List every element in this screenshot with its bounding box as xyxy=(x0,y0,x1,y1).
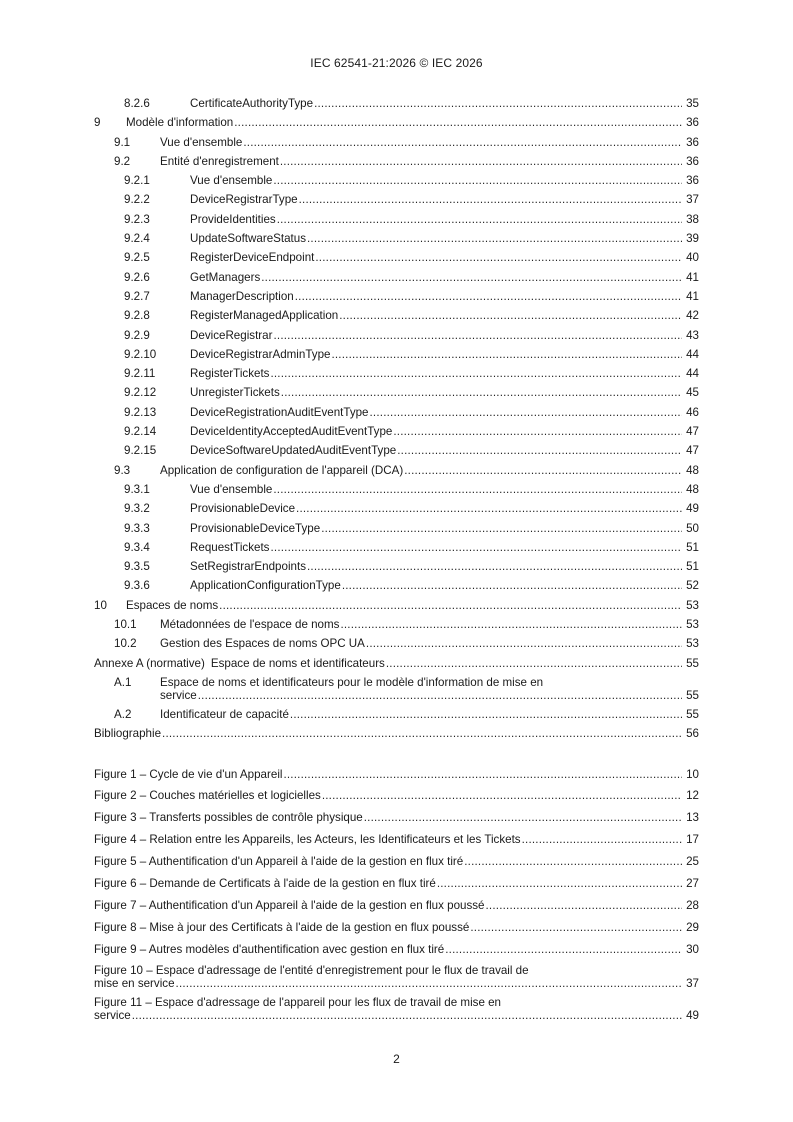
toc-page: 56 xyxy=(686,727,699,741)
toc-page: 47 xyxy=(686,425,699,439)
toc-title: CertificateAuthorityType xyxy=(190,97,314,110)
leader-dots xyxy=(393,422,682,441)
toc-number: A.1 xyxy=(114,675,132,689)
toc-page: 48 xyxy=(686,482,699,496)
figure-entry[interactable] xyxy=(94,785,699,807)
figure-entry[interactable] xyxy=(94,807,699,829)
toc-page: 51 xyxy=(686,540,699,554)
figure-title-continued: service xyxy=(94,1008,131,1022)
leader-dots xyxy=(280,152,682,171)
leader-dots xyxy=(283,764,682,786)
figure-entry[interactable] xyxy=(94,873,699,895)
toc-entry[interactable] xyxy=(94,673,699,705)
figure-entry[interactable] xyxy=(94,895,699,917)
leader-dots xyxy=(364,807,682,829)
toc-title: DeviceRegistrarAdminType xyxy=(190,347,331,361)
figure-entry[interactable] xyxy=(94,939,699,961)
toc-entry[interactable] xyxy=(94,190,699,209)
toc-entry[interactable] xyxy=(94,94,699,113)
figure-title: Figure 11 – Espace d'adressage de l'appareil pour les flux de travail de mise en xyxy=(94,995,502,1009)
figure-entry[interactable] xyxy=(94,993,699,1025)
leader-dots xyxy=(522,829,682,851)
toc-number: 9.2.6 xyxy=(124,270,150,284)
toc-title: Métadonnées de l'espace de noms xyxy=(160,618,340,632)
leader-dots xyxy=(386,654,682,673)
toc-title-continued: service xyxy=(160,688,197,702)
figure-page: 17 xyxy=(686,833,699,847)
toc-number: 9.2.8 xyxy=(124,309,150,323)
toc-title: UnregisterTickets xyxy=(190,386,280,400)
toc-page: 55 xyxy=(686,688,699,702)
figure-title: Figure 4 – Relation entre les Appareils, les Acteurs, les Identificateurs et les Tickets xyxy=(94,833,521,847)
toc-title: RegisterTickets xyxy=(190,367,270,381)
toc-title: SetRegistrarEndpoints xyxy=(190,560,306,574)
leader-dots xyxy=(295,287,682,306)
toc-page: 53 xyxy=(686,637,699,651)
toc-number: 9.2.1 xyxy=(124,174,150,188)
toc-title: Bibliographie xyxy=(94,727,162,741)
leader-dots xyxy=(314,94,682,113)
toc-number: Annexe A (normative) xyxy=(94,656,205,670)
toc-title: RequestTickets xyxy=(190,540,270,554)
toc-title: Espace de noms et identificateurs xyxy=(210,656,385,670)
toc-title: Gestion des Espaces de noms OPC UA xyxy=(160,637,365,651)
figure-title: Figure 1 – Cycle de vie d'un Appareil xyxy=(94,767,283,781)
toc-page: 45 xyxy=(686,386,699,400)
toc-entry[interactable] xyxy=(94,345,699,364)
toc-entry[interactable] xyxy=(94,576,699,595)
leader-dots xyxy=(132,1009,682,1022)
toc-number: 9.2.10 xyxy=(124,347,157,361)
toc-number: 9.2 xyxy=(114,154,131,168)
toc-number: 9.2.14 xyxy=(124,425,157,439)
toc-entry[interactable] xyxy=(94,229,699,248)
leader-dots xyxy=(273,171,682,190)
figure-title: Figure 5 – Authentification d'un Appareil à l'aide de la gestion en flux tiré xyxy=(94,855,464,869)
toc-entry[interactable] xyxy=(94,113,699,132)
toc-title: Vue d'ensemble xyxy=(190,174,273,188)
figure-page: 28 xyxy=(686,898,699,912)
toc-number: 9.3.6 xyxy=(124,579,150,593)
toc-entry[interactable] xyxy=(94,557,699,576)
toc-page: 36 xyxy=(686,116,699,130)
figure-entry[interactable] xyxy=(94,829,699,851)
figure-page: 49 xyxy=(686,1008,699,1022)
toc-entry-annex[interactable] xyxy=(94,654,699,673)
toc-page: 48 xyxy=(686,463,699,477)
figure-title-continued: mise en service xyxy=(94,976,175,990)
toc-page: 41 xyxy=(686,289,699,303)
toc-entry[interactable] xyxy=(94,596,699,615)
toc-number: 8.2.6 xyxy=(124,97,150,110)
toc-entry[interactable] xyxy=(94,210,699,229)
toc-page: 53 xyxy=(686,618,699,632)
toc-number: A.2 xyxy=(114,707,132,721)
leader-dots xyxy=(437,873,682,895)
toc-entry[interactable] xyxy=(94,480,699,499)
leader-dots xyxy=(219,596,682,615)
figure-page: 30 xyxy=(686,942,699,956)
toc-title: GetManagers xyxy=(190,270,261,284)
leader-dots xyxy=(321,519,682,538)
toc-entry[interactable] xyxy=(94,519,699,538)
figure-page: 29 xyxy=(686,920,699,934)
toc-page: 36 xyxy=(686,174,699,188)
toc-number: 9.2.4 xyxy=(124,232,150,246)
leader-dots xyxy=(243,133,682,152)
toc-page: 51 xyxy=(686,560,699,574)
leader-dots xyxy=(315,248,682,267)
leader-dots xyxy=(234,113,682,132)
toc-number: 9.2.5 xyxy=(124,251,150,265)
leader-dots xyxy=(307,557,682,576)
toc-entry[interactable] xyxy=(94,461,699,480)
toc-entry[interactable] xyxy=(94,152,699,171)
toc-page: 46 xyxy=(686,405,699,419)
toc-title: DeviceRegistrationAuditEventType xyxy=(190,405,369,419)
toc-entry[interactable] xyxy=(94,403,699,422)
figure-entry[interactable] xyxy=(94,917,699,939)
toc-title: Identificateur de capacité xyxy=(160,707,289,721)
toc-number: 9.2.2 xyxy=(124,193,150,207)
toc-page: 36 xyxy=(686,135,699,149)
figure-title: Figure 9 – Autres modèles d'authentification avec gestion en flux tiré xyxy=(94,942,445,956)
toc-page: 43 xyxy=(686,328,699,342)
toc-number: 9.3.1 xyxy=(124,482,150,496)
toc-title: Modèle d'information xyxy=(126,116,234,130)
toc-entry[interactable] xyxy=(94,383,699,402)
toc-number: 9.2.3 xyxy=(124,212,150,226)
figure-entry[interactable] xyxy=(94,851,699,873)
toc-number: 9.2.11 xyxy=(124,367,156,381)
toc-page: 50 xyxy=(686,521,699,535)
toc-page: 44 xyxy=(686,347,699,361)
toc-page: 35 xyxy=(686,97,699,110)
figure-page: 10 xyxy=(686,767,699,781)
toc-number: 9.2.12 xyxy=(124,386,157,400)
leader-dots xyxy=(273,326,682,345)
toc-entry[interactable] xyxy=(94,422,699,441)
toc-entry[interactable] xyxy=(94,248,699,267)
figure-title: Figure 3 – Transferts possibles de contrôle physique xyxy=(94,811,363,825)
toc-title: Espaces de noms xyxy=(126,598,219,612)
figure-title: Figure 8 – Mise à jour des Certificats à l'aide de la gestion en flux poussé xyxy=(94,920,470,934)
leader-dots xyxy=(445,939,682,961)
toc-title: RegisterManagedApplication xyxy=(190,309,339,323)
figure-title: Figure 6 – Demande de Certificats à l'aide de la gestion en flux tiré xyxy=(94,876,436,890)
toc-page: 42 xyxy=(686,309,699,323)
toc-title: DeviceSoftwareUpdatedAuditEventType xyxy=(190,444,397,458)
toc-entry[interactable] xyxy=(94,133,699,152)
toc-title: Application de configuration de l'appareil (DCA) xyxy=(160,463,404,477)
leader-dots xyxy=(366,634,682,653)
toc-entry[interactable] xyxy=(94,268,699,287)
toc-page: 37 xyxy=(686,193,699,207)
page-number: 2 xyxy=(393,1052,400,1066)
figure-page: 27 xyxy=(686,876,699,890)
toc-entry[interactable] xyxy=(94,499,699,518)
toc-number: 10.1 xyxy=(114,618,137,632)
running-header: IEC 62541-21:2026 © IEC 2026 xyxy=(310,56,483,70)
toc-entry[interactable] xyxy=(94,615,699,634)
leader-dots xyxy=(464,851,682,873)
toc-entry[interactable] xyxy=(94,705,699,724)
leader-dots xyxy=(296,499,682,518)
toc-title: UpdateSoftwareStatus xyxy=(190,232,307,246)
toc-number: 9.2.9 xyxy=(124,328,150,342)
figure-title: Figure 7 – Authentification d'un Appareil à l'aide de la gestion en flux poussé xyxy=(94,898,485,912)
toc-number: 9.1 xyxy=(114,135,131,149)
toc-number: 9.3 xyxy=(114,463,131,477)
leader-dots xyxy=(273,480,682,499)
leader-dots xyxy=(176,977,682,990)
toc-page: 55 xyxy=(686,656,699,670)
toc-title: ApplicationConfigurationType xyxy=(190,579,341,593)
toc-entry[interactable] xyxy=(94,634,699,653)
toc-title: DeviceRegistrar xyxy=(190,328,273,342)
leader-dots xyxy=(270,538,682,557)
figure-title: Figure 10 – Espace d'adressage de l'entité d'enregistrement pour le flux de travail de xyxy=(94,963,529,977)
toc-page: 40 xyxy=(686,251,699,265)
figure-page: 13 xyxy=(686,811,699,825)
toc-title: DeviceIdentityAcceptedAuditEventType xyxy=(190,425,393,439)
leader-dots xyxy=(261,268,682,287)
leader-dots xyxy=(342,576,682,595)
leader-dots xyxy=(277,210,682,229)
leader-dots xyxy=(339,306,682,325)
toc-number: 9.3.4 xyxy=(124,540,150,554)
figure-title: Figure 2 – Couches matérielles et logicielles xyxy=(94,789,321,803)
toc-number: 9 xyxy=(94,116,101,130)
toc-entry[interactable] xyxy=(94,538,699,557)
toc-entry[interactable] xyxy=(94,326,699,345)
leader-dots xyxy=(198,689,682,702)
toc-title: ProvisionableDeviceType xyxy=(190,521,321,535)
toc-title: DeviceRegistrarType xyxy=(190,193,298,207)
toc-title: Vue d'ensemble xyxy=(190,482,273,496)
leader-dots xyxy=(299,190,682,209)
leader-dots xyxy=(270,364,682,383)
toc-page: 36 xyxy=(686,154,699,168)
leader-dots xyxy=(290,705,682,724)
figure-page: 37 xyxy=(686,976,699,990)
figure-page: 25 xyxy=(686,855,699,869)
toc-page: 49 xyxy=(686,502,699,516)
toc-page: 53 xyxy=(686,598,699,612)
toc-title: Espace de noms et identificateurs pour le modèle d'information de mise en xyxy=(160,675,544,689)
leader-dots xyxy=(162,724,682,743)
leader-dots xyxy=(370,403,682,422)
section-gap xyxy=(94,744,699,764)
toc-title: ManagerDescription xyxy=(190,289,294,303)
leader-dots xyxy=(322,785,682,807)
toc-page: 39 xyxy=(686,232,699,246)
leader-dots xyxy=(331,345,682,364)
leader-dots xyxy=(404,461,682,480)
toc-entry-bibliography[interactable] xyxy=(94,724,699,743)
toc-number: 10.2 xyxy=(114,637,137,651)
toc-entry[interactable] xyxy=(94,287,699,306)
toc-number: 9.2.7 xyxy=(124,289,150,303)
table-of-contents xyxy=(94,94,699,1025)
leader-dots xyxy=(281,383,682,402)
toc-title: Entité d'enregistrement xyxy=(160,154,279,168)
leader-dots xyxy=(470,917,682,939)
toc-page: 44 xyxy=(686,367,699,381)
toc-number: 9.3.5 xyxy=(124,560,150,574)
leader-dots xyxy=(397,441,682,460)
toc-page: 41 xyxy=(686,270,699,284)
figure-entry[interactable] xyxy=(94,961,699,993)
toc-number: 9.2.15 xyxy=(124,444,157,458)
toc-entry[interactable] xyxy=(94,364,699,383)
toc-number: 9.2.13 xyxy=(124,405,157,419)
toc-page: 52 xyxy=(686,579,699,593)
toc-number: 9.3.2 xyxy=(124,502,150,516)
toc-title: RegisterDeviceEndpoint xyxy=(190,251,315,265)
toc-title: ProvisionableDevice xyxy=(190,502,296,516)
toc-page: 47 xyxy=(686,444,699,458)
toc-entry[interactable] xyxy=(94,171,699,190)
toc-number: 10 xyxy=(94,598,107,612)
figure-entry[interactable] xyxy=(94,764,699,786)
toc-entry[interactable] xyxy=(94,441,699,460)
toc-title: ProvideIdentities xyxy=(190,212,276,226)
toc-entry[interactable] xyxy=(94,306,699,325)
leader-dots xyxy=(340,615,682,634)
leader-dots xyxy=(486,895,682,917)
leader-dots xyxy=(307,229,682,248)
figure-page: 12 xyxy=(686,789,699,803)
toc-page: 38 xyxy=(686,212,699,226)
toc-page: 55 xyxy=(686,707,699,721)
toc-number: 9.3.3 xyxy=(124,521,150,535)
toc-title: Vue d'ensemble xyxy=(160,135,243,149)
